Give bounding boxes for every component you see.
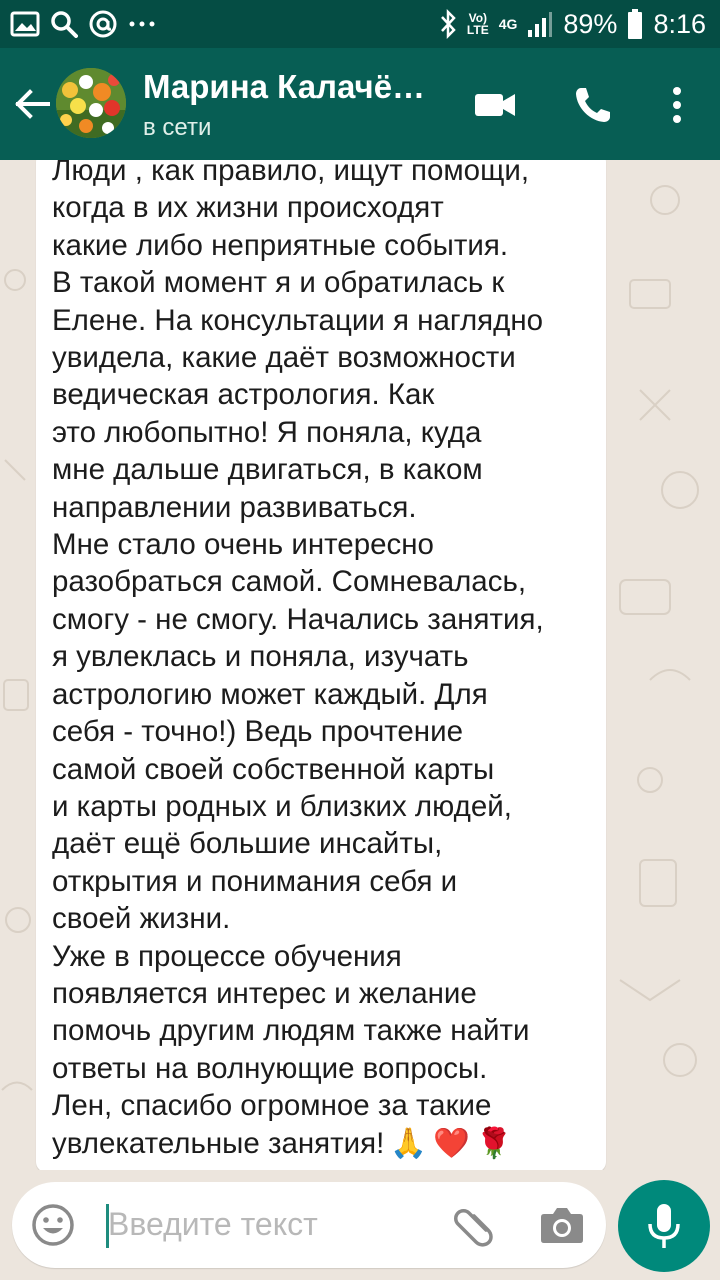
message-line: самой своей собственной карты xyxy=(52,752,495,786)
message-line: мне дальше двигаться, в каком xyxy=(52,453,483,487)
message-line: Люди , как правило, ищут помощи, xyxy=(52,160,530,187)
message-line: ведическая астрология. Как xyxy=(52,378,435,412)
message-text xyxy=(52,160,600,1162)
message-bubble[interactable] xyxy=(36,160,606,1170)
emoji: ❤️ xyxy=(433,1126,470,1160)
message-line: разобраться самой. Сомневалась, xyxy=(52,565,527,599)
message-line: увлекательные занятия! xyxy=(52,1126,385,1160)
message-last-line xyxy=(52,1125,600,1162)
message-line: Елене. На консультации я наглядно xyxy=(52,303,544,337)
message-line: даёт ещё большие инсайты, xyxy=(52,827,443,861)
more-dots-icon xyxy=(128,19,156,29)
bluetooth-icon xyxy=(439,9,457,39)
message-line: появляется интерес и желание xyxy=(52,976,477,1010)
contact-avatar[interactable] xyxy=(56,68,126,138)
microphone-icon xyxy=(644,1202,684,1250)
message-line: увидела, какие даёт возможности xyxy=(52,341,516,375)
search-icon xyxy=(50,10,78,38)
status-bar xyxy=(0,0,720,48)
more-options-icon[interactable] xyxy=(654,82,700,128)
contact-status: в сети xyxy=(143,114,212,141)
message-line: Мне стало очень интересно xyxy=(52,528,434,562)
emoji: 🙏 xyxy=(390,1126,428,1160)
voice-message-button[interactable] xyxy=(618,1180,710,1272)
message-line: направлении развиваться. xyxy=(52,490,417,524)
message-line: это любопытно! Я поняла, куда xyxy=(52,415,482,449)
chat-area[interactable] xyxy=(0,160,720,1170)
camera-icon[interactable] xyxy=(538,1202,586,1248)
network-type: 4G xyxy=(498,16,518,32)
message-line: себя - точно!) Ведь прочтение xyxy=(52,715,463,749)
message-line: ответы на волнующие вопросы. xyxy=(52,1051,488,1085)
voice-call-icon[interactable] xyxy=(570,82,616,128)
message-line: Уже в процессе обучения xyxy=(52,939,402,973)
attach-icon[interactable] xyxy=(452,1204,496,1248)
battery-icon xyxy=(627,9,643,39)
clock: 8:16 xyxy=(653,8,706,39)
emoji: 🌹 xyxy=(475,1126,513,1160)
message-line: своей жизни. xyxy=(52,902,231,936)
message-line: В такой момент я и обратилась к xyxy=(52,266,505,300)
message-line: и карты родных и близких людей, xyxy=(52,789,512,823)
video-call-icon[interactable] xyxy=(472,82,518,128)
gallery-icon xyxy=(10,11,40,37)
at-icon xyxy=(88,9,118,39)
message-line: какие либо неприятные события. xyxy=(52,228,509,262)
message-input[interactable] xyxy=(12,1182,606,1268)
message-line: когда в их жизни происходят xyxy=(52,191,444,225)
back-arrow-icon[interactable] xyxy=(12,84,52,124)
contact-name[interactable]: Марина Калачё… xyxy=(143,68,426,105)
input-placeholder: Введите текст xyxy=(108,1206,318,1242)
volte-indicator: Vo) LTE xyxy=(466,11,489,37)
composer-bar xyxy=(0,1170,720,1280)
emoji-icon[interactable] xyxy=(30,1202,76,1248)
chat-header xyxy=(0,48,720,160)
message-line: помочь другим людям также найти xyxy=(52,1014,530,1048)
signal-icon xyxy=(527,10,553,38)
battery-percent: 89% xyxy=(563,8,618,39)
message-line: открытия и понимания себя и xyxy=(52,864,458,898)
message-line: я увлеклась и поняла, изучать xyxy=(52,640,469,674)
message-line: Лен, спасибо огромное за такие xyxy=(52,1089,492,1123)
message-line: смогу - не смогу. Начались занятия, xyxy=(52,602,544,636)
message-line: астрологию может каждый. Для xyxy=(52,677,488,711)
